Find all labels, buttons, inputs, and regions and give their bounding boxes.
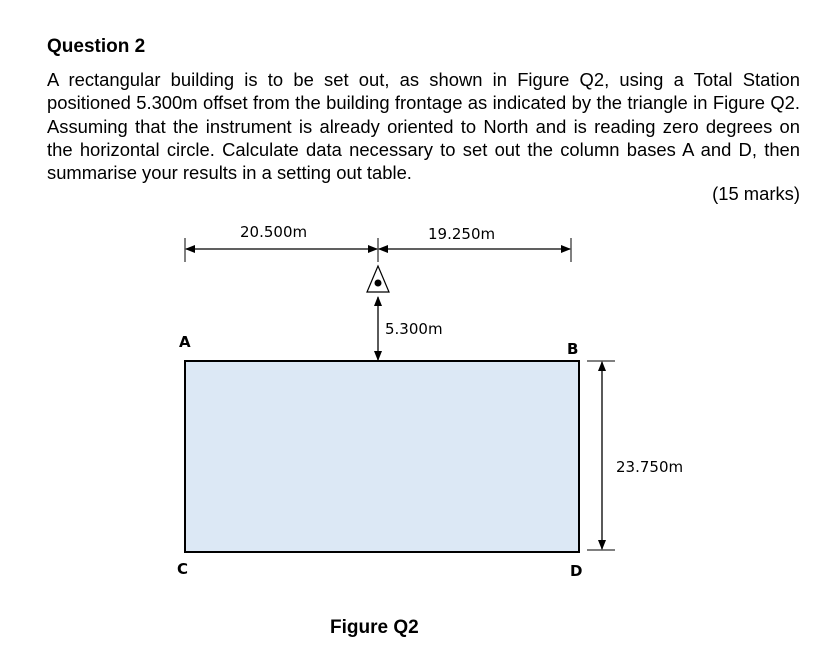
dim-right-label: 19.250m xyxy=(428,225,496,243)
figure-caption: Figure Q2 xyxy=(330,617,419,638)
dim-left-label: 20.500m xyxy=(240,223,308,241)
corner-label-d: D xyxy=(570,562,583,580)
question-body: A rectangular building is to be set out, as shown in Figure Q2, using a Total Station positioned 5.300m offset from the building frontage as indicated by the triangle in Figure Q2. Assuming that the instrument is already oriented to North and is reading zero degrees on the horizontal circle. Calculate data necessary to set out the column bases A and D, then summarise your results in a setting out table. xyxy=(47,69,800,184)
instrument-station-dot-icon xyxy=(375,280,382,287)
corner-label-a: A xyxy=(179,333,191,351)
corner-label-c: C xyxy=(177,560,189,578)
building-rectangle xyxy=(185,361,579,552)
marks-label: (15 marks) xyxy=(712,183,800,204)
dim-height-label: 23.750m xyxy=(616,458,684,476)
question-title: Question 2 xyxy=(47,36,146,57)
dim-offset-label: 5.300m xyxy=(385,320,443,338)
instrument-station-triangle-icon xyxy=(367,266,389,292)
corner-label-b: B xyxy=(567,340,579,358)
